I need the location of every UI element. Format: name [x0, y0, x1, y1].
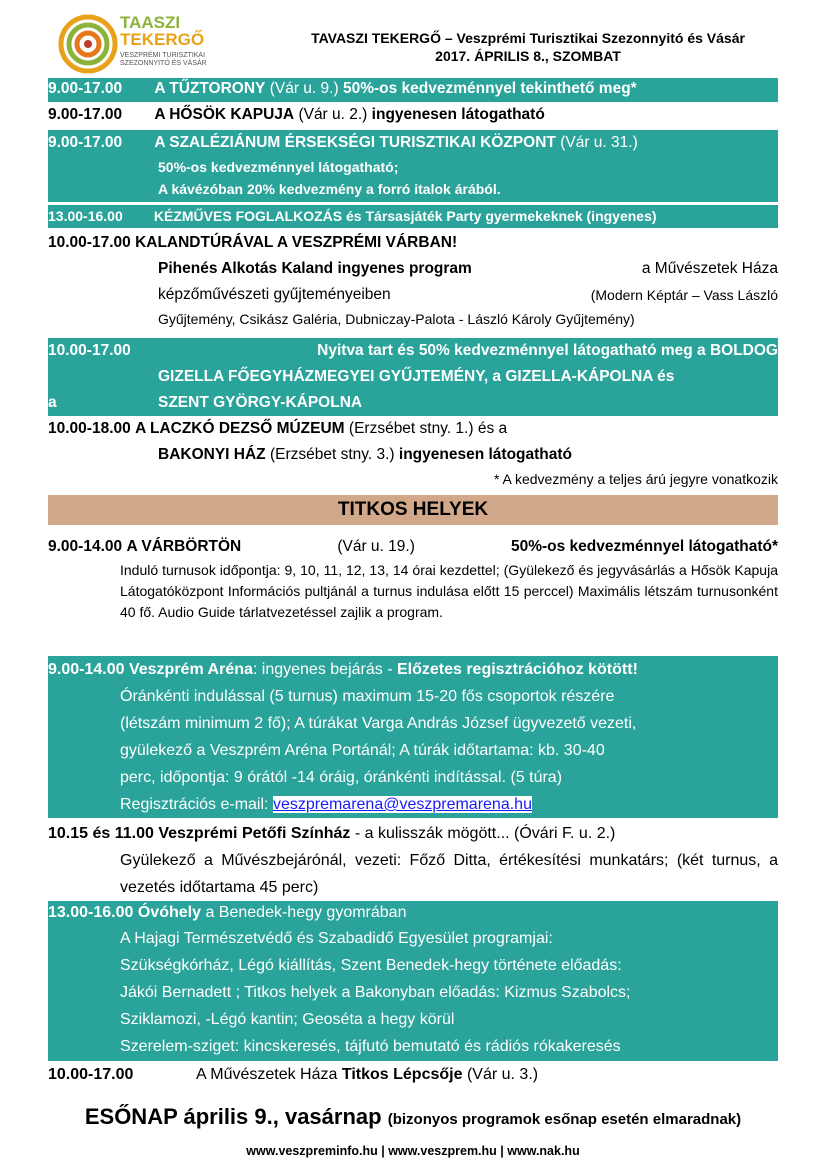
program-detail: A Művészetek Háza	[196, 1066, 338, 1083]
program-detail: a Benedek-hegy gyomrában	[205, 904, 407, 921]
program-detail: Sziklamozi, -Légó kantin; Geoséta a hegy körül	[120, 1011, 455, 1028]
program-time: 13.00-16.00	[48, 904, 134, 921]
spiral-logo-icon	[58, 14, 118, 74]
program-note: 50%-os kedvezménnyel tekinthető meg*	[342, 80, 637, 97]
program-petofi-szinhaz	[48, 820, 778, 901]
program-varborton	[48, 536, 778, 623]
program-gizella	[48, 338, 778, 416]
program-detail: - a kulisszák mögött... (Óvári F. u. 2.)	[354, 825, 616, 842]
registration-email-link[interactable]: veszpremarena@veszpremarena.hu	[272, 796, 532, 813]
program-detail: 50%-os kedvezménnyel látogatható;	[158, 159, 399, 175]
program-detail: a Művészetek Háza	[641, 260, 778, 277]
program-address: (Erzsébet stny. 1.) és a	[348, 420, 508, 437]
program-address: (Vár u. 31.)	[560, 134, 638, 151]
program-detail: Jákói Bernadett ; Titkos helyek a Bakonyban előadás: Kizmus Szabolcs;	[120, 984, 631, 1001]
program-detail: A Hajagi Természetvédő és Szabadidő Egyesület programjai:	[120, 930, 553, 947]
program-detail: A kávézóban 20% kedvezmény a forró italok árából.	[158, 181, 501, 197]
logo-text-1: TAASZI	[120, 13, 181, 32]
program-kalandtura	[48, 232, 778, 330]
program-detail: SZENT GYÖRGY-KÁPOLNA	[158, 394, 363, 411]
program-name: A TŰZTORONY	[154, 80, 266, 97]
program-detail: és Társasjáték Party gyermekeknek (ingyenes)	[346, 208, 657, 224]
program-name: Titkos Lépcsője	[341, 1066, 463, 1083]
program-address: (Vár u. 9.)	[269, 80, 339, 97]
rain-day	[48, 1104, 778, 1130]
program-time: 9.00-14.00	[48, 661, 125, 678]
program-note: Előzetes regisztrációhoz kötött!	[396, 661, 638, 678]
program-time: 10.00-17.00	[48, 234, 131, 251]
program-time: 13.00-16.00	[48, 208, 123, 224]
program-detail: Gyülekező a Művészbejárónál, vezeti: Főző Ditta, értékesítési munkatárs; (két turnus, a vezetés időtartama 45 perc)	[120, 852, 778, 896]
program-name: A HŐSÖK KAPUJA	[154, 106, 295, 123]
program-note: 50%-os kedvezménnyel látogatható*	[510, 538, 778, 555]
program-detail: a	[48, 394, 57, 411]
program-address: (Vár u. 3.)	[466, 1066, 539, 1083]
logo-text-2: TEKERGŐ	[120, 30, 205, 49]
program-name: Veszprém Aréna	[128, 661, 253, 678]
program-detail: (létszám minimum 2 fő); A túrákat Varga András József ügyvezető vezeti,	[120, 715, 637, 732]
program-time: 10.00-18.00	[48, 420, 131, 437]
program-time: 9.00-17.00	[48, 134, 123, 151]
logo	[58, 14, 208, 74]
program-name: KALANDTÚRÁVAL A VESZPRÉMI VÁRBAN!	[135, 234, 458, 251]
program-detail: (Modern Képtár – Vass László	[590, 287, 778, 303]
program-address: (Erzsébet stny. 3.)	[269, 446, 395, 463]
header-title: TAVASZI TEKERGŐ – Veszprémi Turisztikai Szezonnyitó és Vásár	[311, 30, 745, 46]
program-name: A SZALÉZIÁNUM ÉRSEKSÉGI TURISZTIKAI KÖZPONT	[154, 134, 556, 151]
program-note: ingyenesen látogatható	[371, 106, 545, 123]
rain-day-note: (bizonyos programok esőnap esetén elmaradnak)	[387, 1111, 742, 1128]
program-address: (Vár u. 2.)	[298, 106, 368, 123]
program-time: 9.00-17.00	[48, 106, 123, 123]
program-ovohely	[48, 901, 778, 1061]
program-name: A LACZKÓ DEZSŐ MÚZEUM	[135, 420, 345, 437]
footer-links: www.veszpreminfo.hu | www.veszprem.hu | www.nak.hu	[246, 1144, 580, 1158]
program-name: KÉZMŰVES FOGLALKOZÁS	[153, 208, 343, 224]
program-detail: képzőművészeti gyűjteményeiben	[158, 286, 391, 303]
program-veszprem-arena	[48, 656, 778, 818]
program-time: 10.00-17.00	[48, 342, 131, 359]
program-detail: Regisztrációs e-mail:	[120, 796, 273, 813]
logo-sub-2: SZEZONNYITÓ ÉS VÁSÁR	[120, 60, 207, 67]
program-address: (Vár u. 19.)	[337, 538, 415, 555]
footnote: * A kedvezmény a teljes árú jegyre vonatkozik	[493, 471, 778, 487]
program-tuztorony	[48, 78, 778, 102]
program-laczko	[48, 418, 778, 490]
program-detail: : ingyenes bejárás -	[252, 661, 397, 678]
program-name: Veszprémi Petőfi Színház	[158, 825, 351, 842]
program-note: ingyenesen látogatható	[398, 446, 573, 463]
program-detail-bold: Pihenés Alkotás Kaland ingyenes program	[158, 260, 472, 277]
header-date: 2017. ÁPRILIS 8., SZOMBAT	[435, 48, 621, 64]
program-detail: Szükségkórház, Légó kiállítás, Szent Benedek-hegy története előadás:	[120, 957, 622, 974]
program-detail: Gyűjtemény, Csikász Galéria, Dubniczay-Palota - László Károly Gyűjtemény)	[158, 311, 635, 327]
program-detail: GIZELLA FŐEGYHÁZMEGYEI GYŰJTEMÉNY, a GIZELLA-KÁPOLNA és	[158, 368, 675, 385]
program-hosok-kapuja	[48, 104, 778, 126]
program-kezmuves	[48, 205, 778, 228]
program-detail: gyülekező a Veszprém Aréna Portánál; A túrák időtartama: kb. 30-40	[120, 742, 605, 759]
program-name: A VÁRBÖRTÖN	[126, 538, 242, 555]
program-time: 9.00-17.00	[48, 80, 123, 97]
program-szalezianum	[48, 130, 778, 202]
logo-sub-1: VESZPRÉMI TURISZTIKAI	[120, 52, 206, 59]
program-time: 10.15 és 11.00	[48, 825, 154, 842]
rain-day-title: ESŐNAP április 9., vasárnap	[84, 1104, 382, 1129]
program-time: 9.00-14.00	[48, 538, 123, 555]
program-detail: Induló turnusok időpontja: 9, 10, 11, 12, 13, 14 órai kezdettel; (Gyülekező és jegyvásárlás a Hősök Kapuja Látogatóközpont Információs pultjánál a turnus indulása előtt 15 perccel) Maximális létszám turnusonként 40 fő. Audio Guide tárlatvezetéssel zajlik a program.	[120, 562, 778, 620]
program-detail: Óránkénti indulással (5 turnus) maximum 15-20 fős csoportok részére	[120, 688, 615, 705]
program-titkos-lepcso	[48, 1064, 778, 1086]
program-time: 10.00-17.00	[48, 1066, 134, 1083]
program-name: Óvóhely	[137, 904, 201, 921]
program-detail: perc, időpontja: 9 órától -14 óráig, óránkénti indítással. (5 túra)	[120, 769, 563, 786]
program-detail: Nyitva tart és 50% kedvezménnyel látogatható meg a BOLDOG	[317, 342, 778, 359]
program-detail: Szerelem-sziget: kincskeresés, tájfutó bemutató és rádiós rókakeresés	[120, 1038, 621, 1055]
program-name: BAKONYI HÁZ	[158, 446, 266, 463]
section-titkos-helyek: TITKOS HELYEK	[48, 495, 778, 525]
